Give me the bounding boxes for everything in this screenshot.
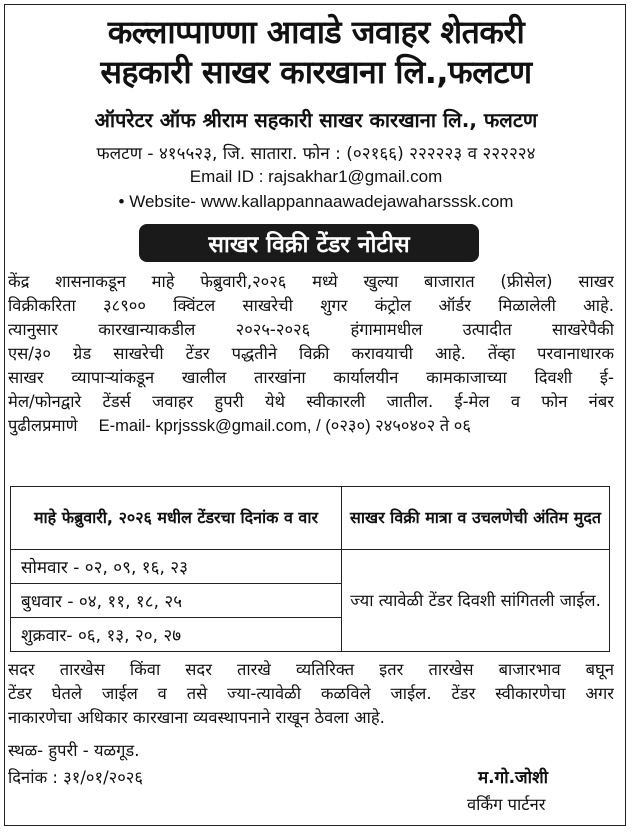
sale-quantity-note: ज्या त्यावेळी टेंडर दिवशी सांगितली जाईल.: [342, 550, 610, 652]
friday-dates: शुक्रवार- ०६, १३, २०, २७: [11, 618, 342, 652]
table-header-row: [11, 487, 610, 550]
header-sale-quantity: साखर विक्री मात्रा व उचलणेची अंतिम मुदत: [342, 487, 610, 550]
signatory-title: वर्किंग पार्टनर: [467, 795, 546, 814]
closing-line: टेंडर घेतले जाईल व तसे ज्या-त्यावेळी कळविले जाईल. टेंडर स्वीकारणेचा अगर: [8, 684, 614, 703]
body-line: त्यानुसार कारखान्याकडील २०२५-२०२६ हंगामामधील उत्पादीत साखरेपैकी: [8, 320, 614, 339]
website-line: • Website- www.kallappannaawadejawaharsssk.com: [118, 192, 514, 211]
notice-title-banner: [139, 224, 479, 262]
operator-line: ऑपरेटर ऑफ श्रीराम सहकारी साखर कारखाना लि., फलटण: [94, 108, 538, 132]
address-line: फलटण - ४१५५२३, जि. सातारा. फोन : (०२१६६) २२२२२३ व २२२२२४: [96, 144, 536, 164]
closing-line: सदर तारखेस किंवा सदर तारखे व्यतिरिक्त इतर तारखेस बाजारभाव बघून: [8, 660, 614, 679]
place: स्थळ- हुपरी - यळगूड.: [8, 741, 140, 760]
body-line: एस/३० ग्रेड साखरेची टेंडर पद्धतीने विक्री करावयाची आहे. तेंव्हा परवानाधारक: [8, 344, 614, 363]
monday-dates: सोमवार - ०२, ०९, १६, २३: [11, 550, 342, 584]
body-line-prefix: पुढीलप्रमाणे: [8, 416, 78, 435]
closing-paragraph: [8, 658, 614, 730]
body-line: विक्रीकरिता ३८९०० क्विंटल साखरेची शुगर कंट्रोल ऑर्डर मिळालेली आहे.: [8, 296, 614, 315]
body-line: मेल/फोनद्वारे टेंडर्स जवाहर हुपरी येथे स्वीकारली जातील. ई-मेल व फोन नंबर: [8, 392, 614, 411]
closing-line: नाकारणेचा अधिकार कारखाना व्यवस्थापनाने राखून ठेवला आहे.: [8, 708, 385, 727]
header-dates: माहे फेब्रुवारी, २०२६ मधील टेंडरचा दिनांक व वार: [11, 487, 342, 550]
body-line: साखर व्यापाऱ्यांकडून खालील तारखांना कार्यालयीन कामकाजाच्या दिवशी ई-: [8, 368, 614, 387]
factory-name-line1: कल्लाप्पाण्णा आवाडे जवाहर शेतकरी: [107, 13, 525, 51]
wednesday-dates: बुधवार - ०४, ११, १८, २५: [11, 584, 342, 618]
table-row: [11, 550, 610, 584]
tender-schedule-table: [10, 486, 610, 652]
body-contact-line: [8, 414, 614, 438]
factory-name-line2: सहकारी साखर कारखाना लि.,फलटण: [100, 53, 532, 91]
contact-details: E-mail- kprjsssk@gmail.com, / (०२३०) २४५०४०२ ते ०६: [98, 417, 471, 435]
date: दिनांक : ३१/०१/२०२६: [8, 768, 143, 787]
body-paragraph: [8, 270, 614, 438]
signatory-name: म.गो.जोशी: [478, 768, 549, 788]
body-line: केंद्र शासनाकडून माहे फेब्रुवारी,२०२६ मध्ये खुल्या बाजारात (फ्रीसेल) साखर: [8, 272, 614, 291]
email-line: Email ID : rajsakhar1@gmail.com: [189, 167, 443, 186]
notice-title: साखर विक्री टेंडर नोटीस: [208, 232, 410, 258]
